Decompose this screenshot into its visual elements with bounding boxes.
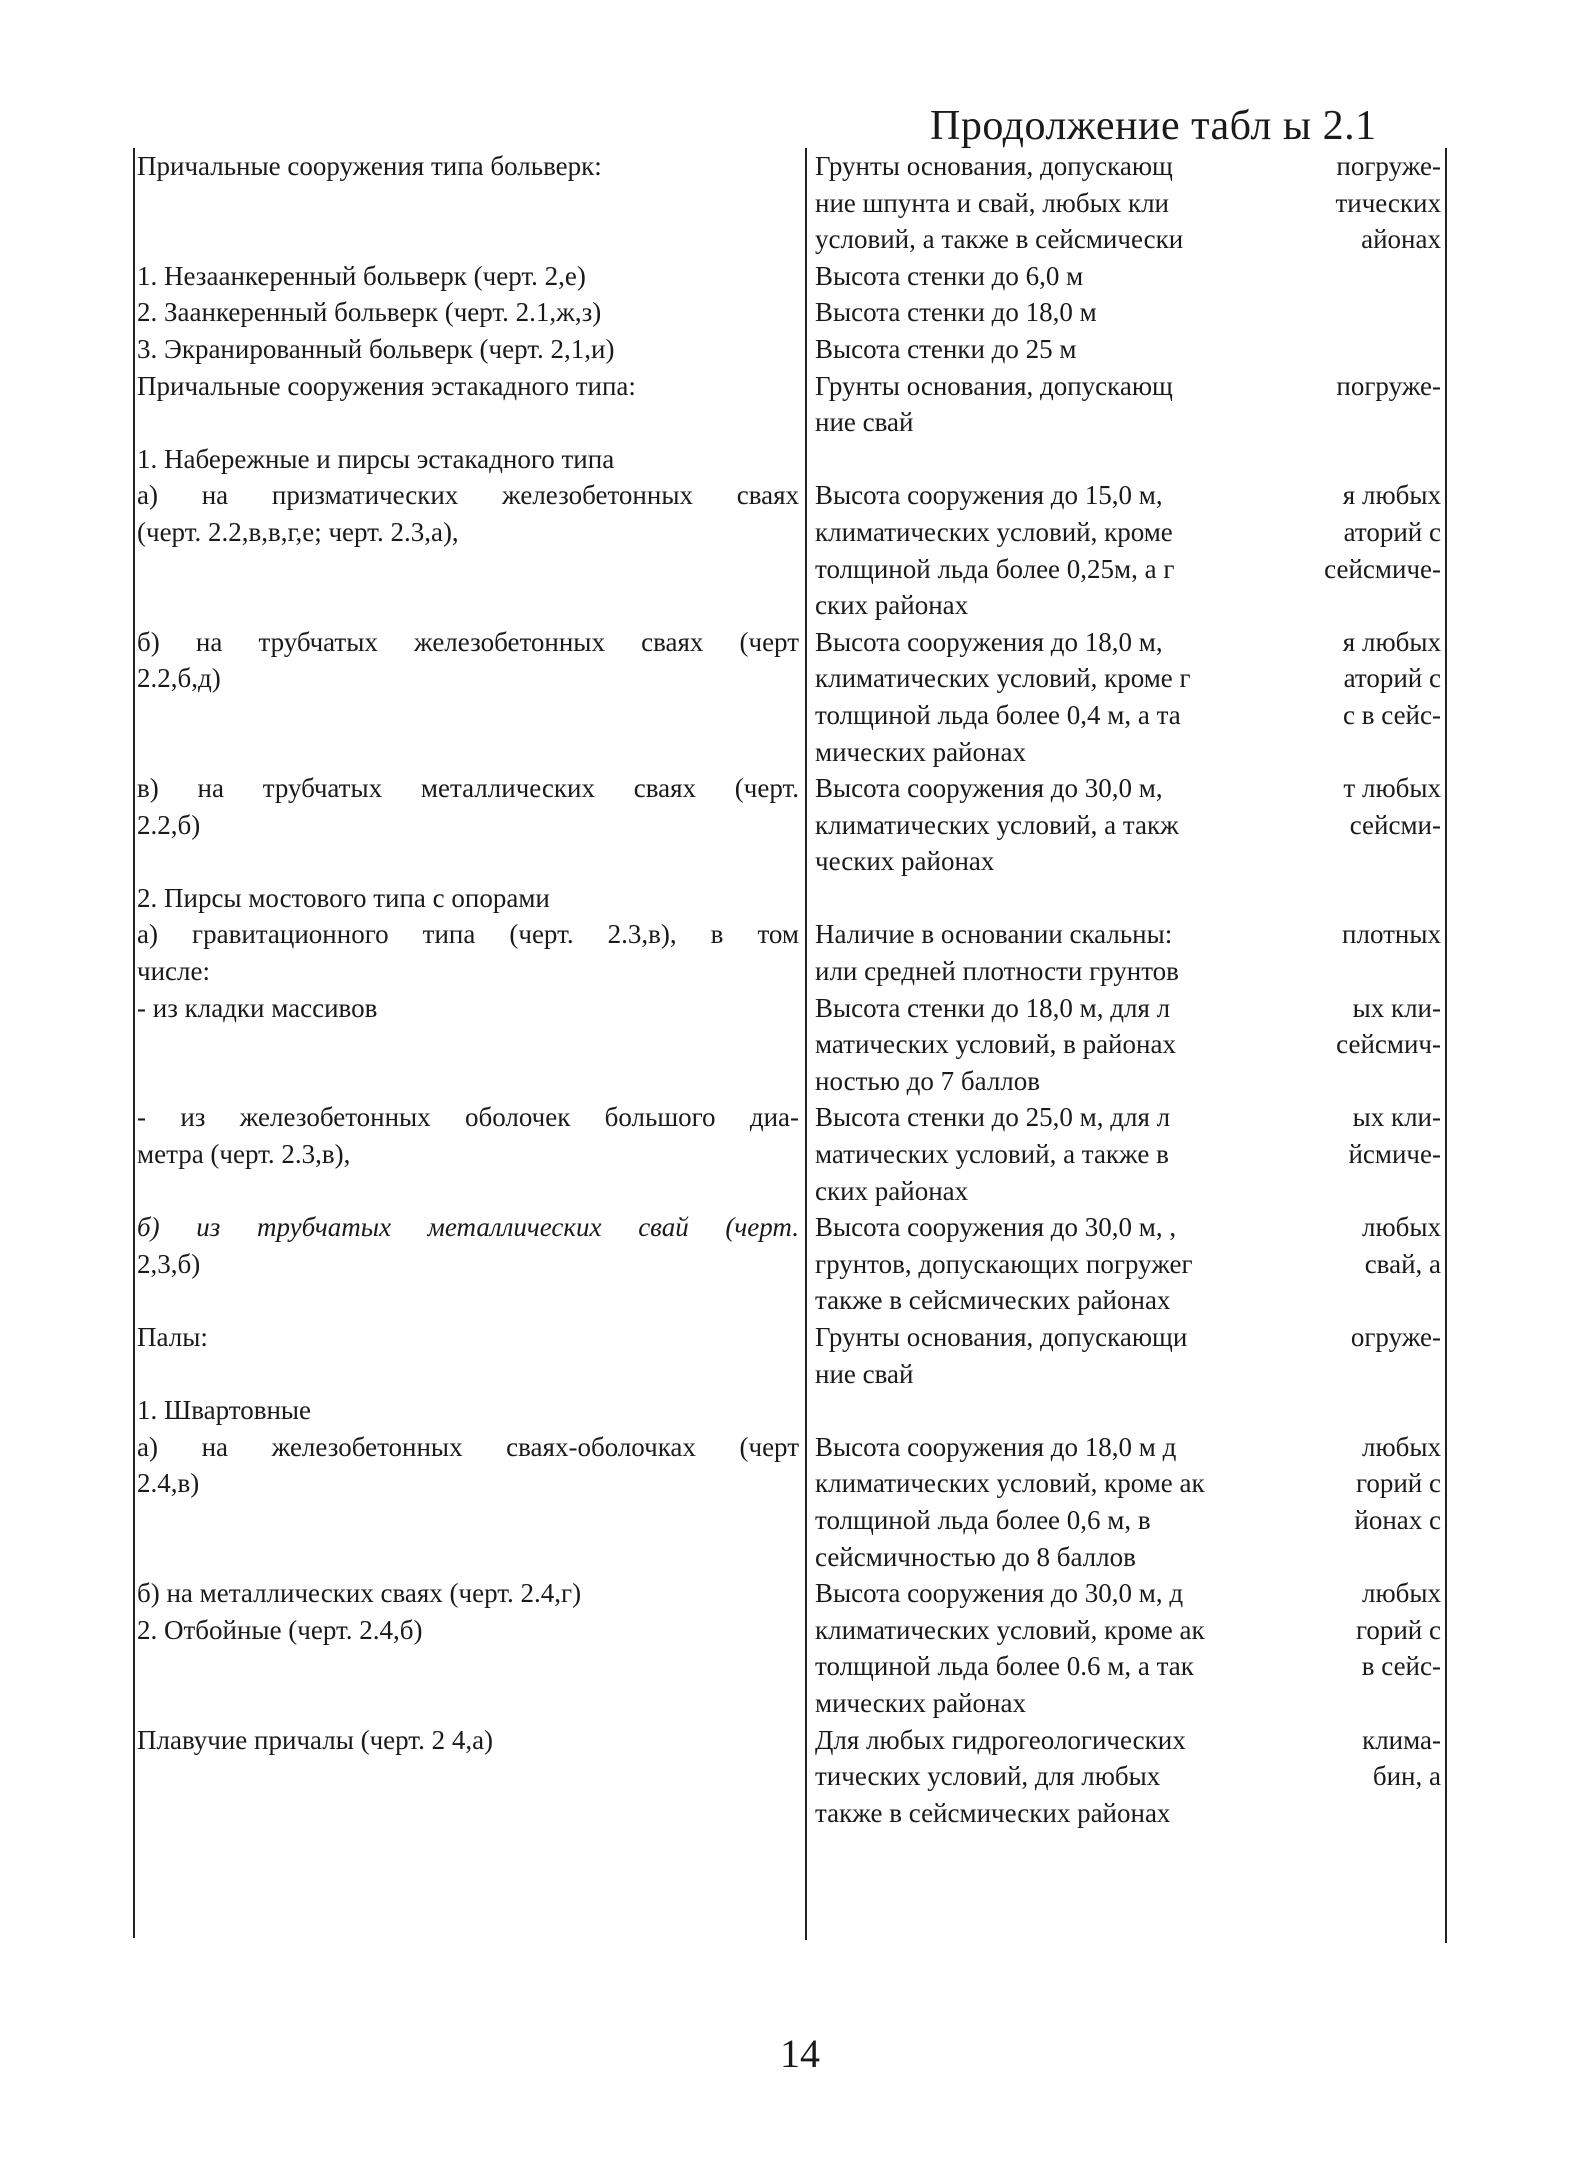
conditions-text: Для любых гидрогеологических [815,1724,1186,1755]
structure-type-line [137,1026,799,1063]
conditions-line [815,1026,1441,1063]
structure-type-line [137,1502,799,1539]
conditions-text-tail: горий с [1355,1468,1441,1499]
structure-type-line [137,221,799,258]
conditions-text: Высота стенки до 25 м [815,333,1077,364]
conditions-line [815,1575,1441,1612]
conditions-text: ние свай [815,407,914,438]
conditions-text: климатических условий, кроме ак [815,1614,1205,1645]
conditions-line [815,1465,1441,1502]
conditions-line [815,660,1441,697]
conditions-text: климатических условий, а такж [815,809,1179,840]
structure-type-line: Причальные сооружения типа больверк: [137,151,602,181]
structure-type-cell [125,1575,805,1721]
conditions-line [815,734,1441,771]
conditions-cell [805,1429,1445,1575]
structure-type-cell [125,294,805,331]
conditions-text-tail [1421,1282,1441,1319]
conditions-cell [805,1099,1445,1209]
table-row [125,1575,1450,1721]
structure-type-line: числе: [137,956,210,987]
conditions-text-tail [1421,441,1441,478]
structure-type-cell [125,1099,805,1209]
conditions-text-tail: любых [1361,1212,1441,1243]
conditions-text-tail [1421,294,1441,331]
conditions-text: мических районах [815,736,1026,767]
structure-type-line [137,843,799,880]
conditions-text: условий, а также в сейсмически [815,224,1184,255]
conditions-text-tail: тических [1335,187,1441,218]
conditions-text: ностью до 7 баллов [815,1065,1041,1096]
conditions-line [815,1136,1441,1173]
conditions-line [815,551,1441,588]
conditions-text: Высота сооружения до 18,0 м, [815,626,1163,657]
conditions-text-tail: сейсмиче- [1324,553,1441,584]
table-row [125,148,1450,258]
conditions-line [815,770,1441,807]
conditions-text-tail: аторий с [1343,663,1441,694]
conditions-text: Высота стенки до 25,0 м, для л [815,1102,1171,1133]
conditions-cell [805,294,1445,331]
conditions-text: или средней плотности грунтов [815,956,1179,987]
conditions-text: ние шпунта и свай, любых кли [815,187,1170,218]
conditions-line [815,843,1441,880]
conditions-text: также в сейсмических районах [815,1285,1171,1316]
conditions-text: Грунты основания, допускающ [815,370,1173,401]
structure-type-line: Причальные сооружения эстакадного типа: [137,370,636,401]
structure-type-cell [125,331,805,368]
conditions-cell [805,1319,1445,1392]
conditions-text-tail: клима- [1362,1724,1441,1755]
structure-type-line [137,551,799,588]
conditions-line [815,441,1441,478]
structure-type-cell [125,258,805,295]
structure-type-line: 2. Отбойные (черт. 2.4,б) [137,1614,423,1645]
conditions-text-tail: йонах с [1354,1504,1441,1535]
conditions-line [815,1209,1441,1246]
conditions-line [815,1099,1441,1136]
conditions-line [815,1758,1441,1795]
structure-type-cell [125,1319,805,1392]
structure-type-line: - из кладки массивов [137,992,378,1023]
conditions-line [815,1356,1441,1393]
conditions-text: Высота стенки до 18,0 м [815,297,1097,328]
conditions-text: ние свай [815,1358,914,1389]
conditions-text-tail [1421,843,1441,880]
structure-type-line: 2.2,б,д) [137,663,221,694]
structure-type-cell [125,1722,805,1832]
conditions-cell [805,624,1445,770]
structure-type-line [137,1795,799,1832]
conditions-text: Грунты основания, допускающ [815,151,1173,181]
conditions-text-tail [1421,258,1441,295]
structure-type-cell [125,1209,805,1319]
structure-type-line: 2.4,в) [137,1468,200,1499]
conditions-text: ческих районах [815,846,995,877]
table-row [125,1392,1450,1429]
conditions-text-tail [1421,404,1441,441]
conditions-text-tail: йсмиче- [1348,1139,1441,1170]
conditions-text: толщиной льда более 0,6 м, в [815,1504,1151,1535]
conditions-line [815,1648,1441,1685]
conditions-line [815,331,1441,368]
structure-type-cell [125,477,805,623]
structure-type-cell [125,880,805,917]
conditions-line [815,477,1441,514]
structure-type-cell [125,368,805,441]
conditions-cell [805,331,1445,368]
conditions-line [815,368,1441,405]
structure-type-line: б) на металлических сваях (черт. 2.4,г) [137,1578,582,1609]
table-row [125,258,1450,295]
table-row [125,294,1450,331]
conditions-line [815,1173,1441,1210]
conditions-text: Высота стенки до 6,0 м [815,260,1084,291]
conditions-cell [805,770,1445,880]
structure-type-line: 2,3,б) [137,1248,201,1279]
conditions-line [815,880,1441,917]
conditions-text: ских районах [815,1175,969,1206]
table-row [125,1209,1450,1319]
conditions-cell [805,441,1445,478]
conditions-text-tail: айонах [1361,224,1441,255]
conditions-text: климатических условий, кроме ак [815,1468,1205,1499]
structure-type-line: 1. Швартовные [137,1395,312,1426]
conditions-text: сейсмичностью до 8 баллов [815,1541,1136,1572]
conditions-text-tail [1421,1063,1441,1100]
conditions-text: толщиной льда более 0,25м, а г [815,553,1175,584]
conditions-text: толщиной льда более 0.6 м, а так [815,1651,1194,1682]
table-continuation-header: Продолжение табл ы 2.1 [930,103,1377,149]
conditions-text-tail: с в сейс- [1343,699,1441,730]
conditions-cell [805,477,1445,623]
conditions-text-tail: горий с [1355,1614,1441,1645]
conditions-text: Высота стенки до 18,0 м, для л [815,992,1171,1023]
conditions-line [815,221,1441,258]
conditions-text-tail: сейсми- [1349,809,1441,840]
table-row [125,880,1450,917]
conditions-cell [805,1722,1445,1832]
structure-type-cell [125,148,805,258]
conditions-text-tail [1421,734,1441,771]
conditions-text: Высота сооружения до 30,0 м, , [815,1212,1177,1243]
conditions-line [815,148,1441,185]
structure-type-line: - из железобетонных оболочек большого диа- [137,1102,799,1133]
conditions-text-tail: ых кли- [1352,992,1441,1023]
conditions-line [815,990,1441,1027]
structure-type-line: 1. Незаанкеренный больверк (черт. 2,е) [137,260,586,291]
table-column-divider [805,148,807,1940]
table-row [125,916,1450,989]
conditions-text: Высота сооружения до 30,0 м, [815,773,1163,804]
structure-type-cell [125,990,805,1100]
table-row [125,990,1450,1100]
table-row [125,1722,1450,1832]
structure-type-cell [125,770,805,880]
structure-type-cell [125,916,805,989]
conditions-cell [805,258,1445,295]
conditions-text-tail [1421,1795,1441,1832]
structure-type-line [137,1282,799,1319]
structure-type-line [137,1648,799,1685]
conditions-text: тических условий, для любых [815,1761,1161,1792]
structure-type-line: в) на трубчатых металлических сваях (черт. [137,773,799,804]
conditions-line [815,916,1441,953]
conditions-text-tail: аторий с [1343,516,1441,547]
conditions-cell [805,1575,1445,1721]
conditions-text: климатических условий, кроме г [815,663,1191,694]
conditions-text-tail: т любых [1343,773,1441,804]
structure-type-line [137,697,799,734]
structure-type-line [137,1356,799,1393]
table-row [125,770,1450,880]
conditions-text-tail: бин, а [1372,1761,1441,1792]
structure-type-line: 2. Заанкеренный больверк (черт. 2.1,ж,з) [137,297,602,328]
conditions-text: матических условий, в районах [815,1029,1176,1060]
structure-type-line: а) на железобетонных сваях-оболочках (черт [137,1431,799,1462]
conditions-text-tail: в сейс- [1361,1651,1441,1682]
table-row [125,368,1450,441]
structure-type-line [137,404,799,441]
conditions-text: также в сейсмических районах [815,1797,1171,1828]
structure-type-line [137,1685,799,1722]
conditions-text: Высота сооружения до 18,0 м д [815,1431,1177,1462]
structure-type-line: а) на призматических железобетонных сваях [137,480,799,511]
conditions-text: Наличие в основании скальны: [815,919,1173,950]
structure-type-line: а) гравитационного типа (черт. 2.3,в), в том [137,919,799,950]
conditions-line [815,294,1441,331]
conditions-text-tail [1421,1173,1441,1210]
conditions-line [815,1685,1441,1722]
conditions-line [815,1722,1441,1759]
conditions-line [815,1429,1441,1466]
structures-table [125,148,1450,1831]
table-row [125,1099,1450,1209]
conditions-line [815,1795,1441,1832]
conditions-cell [805,1209,1445,1319]
conditions-text-tail: плотных [1342,919,1441,950]
structure-type-cell [125,441,805,478]
conditions-line [815,1502,1441,1539]
conditions-text-tail [1421,1392,1441,1429]
conditions-line [815,1539,1441,1576]
structure-type-line [137,734,799,771]
table-row [125,624,1450,770]
conditions-line [815,1282,1441,1319]
conditions-line [815,258,1441,295]
conditions-text-tail: я любых [1342,626,1441,657]
structure-type-line: 1. Набережные и пирсы эстакадного типа [137,443,615,474]
conditions-line [815,953,1441,990]
conditions-line [815,1246,1441,1283]
conditions-line [815,185,1441,222]
conditions-text-tail: огруже- [1350,1322,1441,1352]
conditions-line [815,807,1441,844]
structure-type-line: б) на трубчатых железобетонных сваях (черт [137,626,799,657]
structure-type-cell [125,624,805,770]
table-row [125,1319,1450,1392]
conditions-line [815,1612,1441,1649]
conditions-text-tail [1421,331,1441,368]
conditions-text-tail [1421,587,1441,624]
conditions-line [815,1319,1441,1356]
structure-type-line: б) из трубчатых металлических свай (черт. [137,1212,799,1243]
conditions-text: Грунты основания, допускающи [815,1322,1188,1352]
conditions-text-tail [1421,880,1441,917]
conditions-line [815,404,1441,441]
conditions-cell [805,1392,1445,1429]
table-row [125,331,1450,368]
conditions-text-tail: погруже- [1336,370,1441,401]
table-row [125,1429,1450,1575]
table-right-border [1445,148,1447,1943]
structure-type-line: Плавучие причалы (черт. 2 4,а) [137,1724,494,1755]
structure-type-line [137,1539,799,1576]
conditions-text: Высота сооружения до 30,0 м, д [815,1578,1184,1609]
conditions-text: климатических условий, кроме [815,516,1173,547]
structure-type-line [137,185,799,222]
conditions-text-tail: свай, а [1364,1248,1441,1279]
conditions-text: толщиной льда более 0,4 м, а та [815,699,1181,730]
structure-type-line: 2.2,б) [137,809,201,840]
conditions-text-tail [1421,1539,1441,1576]
table-row [125,441,1450,478]
structure-type-line: 2. Пирсы мостового типа с опорами [137,882,550,913]
conditions-cell [805,990,1445,1100]
structure-type-line: метра (черт. 2.3,в), [137,1139,351,1170]
conditions-cell [805,368,1445,441]
structure-type-line [137,1173,799,1210]
structure-type-line: Палы: [137,1322,208,1352]
conditions-cell [805,148,1445,258]
conditions-line [815,514,1441,551]
structure-type-line [137,587,799,624]
conditions-line [815,587,1441,624]
conditions-text-tail: любых [1361,1431,1441,1462]
table-row [125,477,1450,623]
conditions-text: грунтов, допускающих погружег [815,1248,1193,1279]
structure-type-line [137,1758,799,1795]
structure-type-cell [125,1429,805,1575]
conditions-text: Высота сооружения до 15,0 м, [815,480,1163,511]
page-number: 14 [780,2031,820,2076]
conditions-text-tail: ых кли- [1352,1102,1441,1133]
structure-type-cell [125,1392,805,1429]
conditions-text-tail [1421,1356,1441,1393]
structure-type-line: 3. Экранированный больверк (черт. 2,1,и) [137,333,615,364]
conditions-text-tail [1421,953,1441,990]
conditions-cell [805,916,1445,989]
conditions-cell [805,880,1445,917]
conditions-text-tail: любых [1361,1578,1441,1609]
table-left-border [133,148,135,1938]
conditions-line [815,624,1441,661]
conditions-text-tail: сейсмич- [1336,1029,1441,1060]
structure-type-line [137,1063,799,1100]
conditions-line [815,697,1441,734]
conditions-line [815,1063,1441,1100]
conditions-text: мических районах [815,1687,1026,1718]
conditions-text-tail: погруже- [1336,151,1441,181]
conditions-text: матических условий, а также в [815,1139,1169,1170]
conditions-text-tail: я любых [1342,480,1441,511]
conditions-line [815,1392,1441,1429]
conditions-text-tail [1421,1685,1441,1722]
structure-type-line: (черт. 2.2,в,в,г,е; черт. 2.3,а), [137,516,459,547]
conditions-text: ских районах [815,590,969,621]
